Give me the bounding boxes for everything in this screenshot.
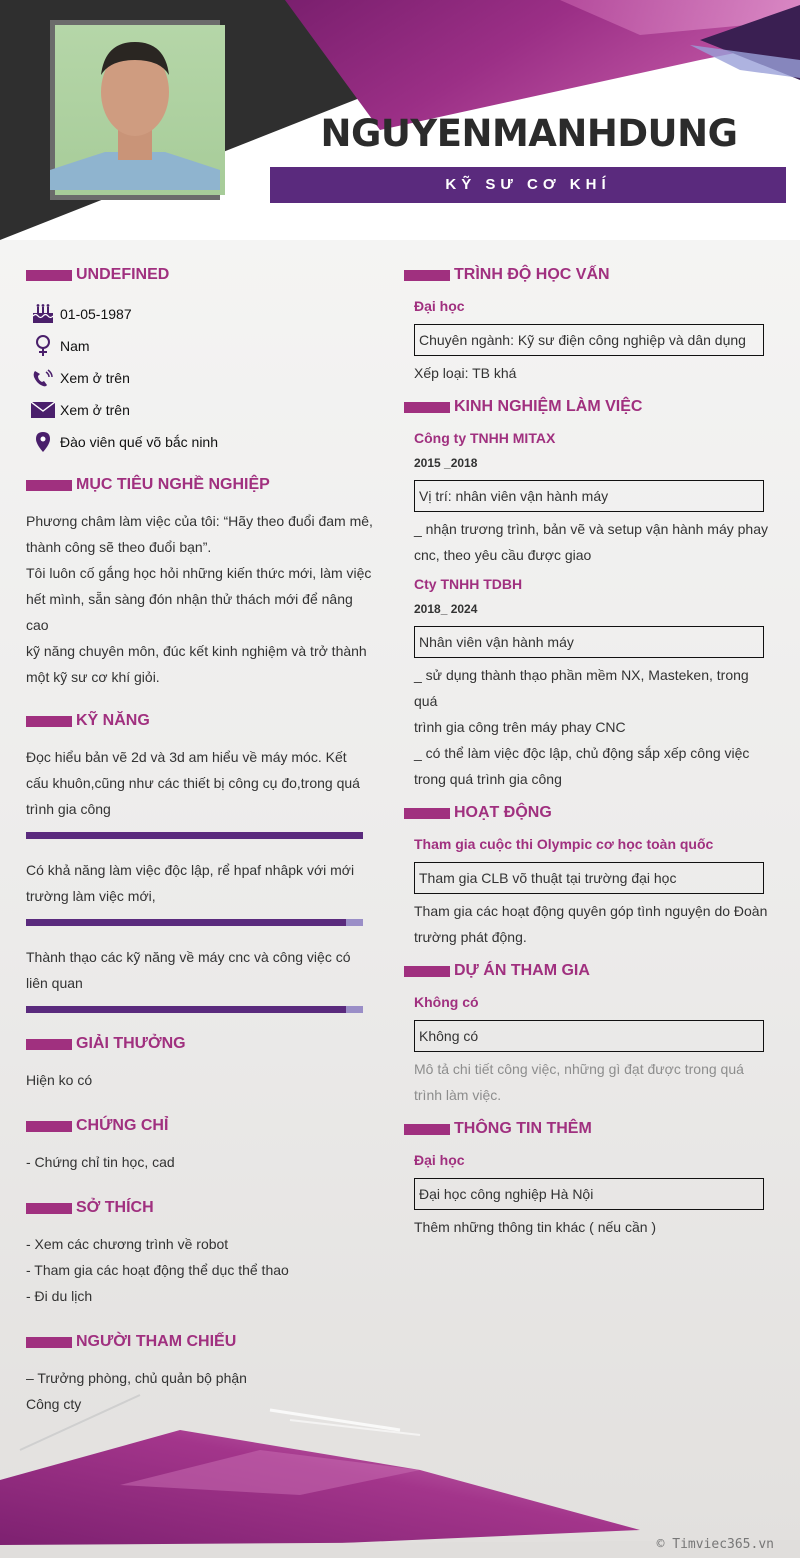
section-marker	[26, 1203, 72, 1214]
section-marker	[26, 270, 72, 281]
skill-line: liên quan	[26, 975, 83, 991]
phone-icon	[26, 368, 60, 388]
job-line: cnc, theo yêu cầu được giao	[414, 547, 592, 563]
section-marker	[404, 1124, 450, 1135]
skill-level-bar	[26, 832, 363, 839]
address-row	[26, 426, 376, 458]
address-value: Đào viên quế võ bắc ninh	[60, 434, 218, 450]
project-line: Mô tả chi tiết công việc, những gì đạt được trong quá	[414, 1061, 744, 1077]
job-period: 2015 _2018	[414, 456, 478, 470]
hobby-item: - Đi du lịch	[26, 1288, 93, 1304]
job-company: Cty TNHH TDBH	[414, 576, 523, 592]
section-projects-header	[404, 958, 774, 984]
right-column	[404, 262, 774, 1240]
gender-row	[26, 330, 376, 362]
skill-level-fill	[26, 832, 363, 839]
section-title: KINH NGHIỆM LÀM VIỆC	[454, 398, 643, 415]
objective-line: hết mình, sẵn sàng đón nhận thử thách mới để nâng cao	[26, 591, 353, 633]
birthday-value: 01-05-1987	[60, 306, 132, 322]
skill-line: Có khả năng làm việc độc lập, rể hpaf nhâpk với mới	[26, 862, 355, 878]
section-title: CHỨNG CHỈ	[76, 1117, 169, 1134]
objective-line: kỹ năng chuyên môn, đúc kết kinh nghiệm và trở thành	[26, 643, 367, 659]
section-skills-header	[26, 708, 376, 734]
skill-level-fill	[26, 919, 346, 926]
footer-decoration	[0, 1390, 800, 1558]
section-title: GIẢI THƯỞNG	[76, 1035, 186, 1052]
envelope-icon	[26, 402, 60, 418]
left-column	[26, 262, 376, 1417]
job-period: 2018_ 2024	[414, 602, 478, 616]
candidate-name: NGUYENMANHDUNG	[320, 112, 738, 155]
activity-line: Tham gia các hoạt động quyên góp tình nguyện do Đoàn	[414, 903, 768, 919]
job-line: _ sử dụng thành thạo phần mềm NX, Masteken, trong quá	[414, 667, 749, 709]
section-marker	[26, 716, 72, 727]
section-title: DỰ ÁN THAM GIA	[454, 962, 590, 979]
hobby-item: - Tham gia các hoạt động thể dục thể thao	[26, 1262, 289, 1278]
hobby-item: - Xem các chương trình về robot	[26, 1236, 229, 1252]
job-position: Nhân viên vận hành máy	[414, 626, 764, 658]
job-description	[414, 662, 774, 792]
gender-value: Nam	[60, 338, 90, 354]
skill-line: Đọc hiểu bản vẽ 2d và 3d am hiểu về máy móc. Kết	[26, 749, 347, 765]
job-line: _ có thể làm việc độc lập, chủ động sắp xếp công việc	[414, 745, 750, 761]
education-grade: Xếp loại: TB khá	[414, 365, 517, 381]
job-entry	[404, 576, 774, 792]
skill-line: cấu khuôn,cũng như các thiết bị công cụ đo,trong quá	[26, 775, 360, 791]
skill-item	[26, 744, 376, 839]
job-entry	[404, 430, 774, 568]
cv-footer	[0, 1390, 800, 1558]
section-marker	[404, 270, 450, 281]
section-title: HOẠT ĐỘNG	[454, 804, 552, 821]
extra-school: Đại học công nghiệp Hà Nội	[414, 1178, 764, 1210]
section-title: TRÌNH ĐỘ HỌC VẤN	[454, 266, 610, 283]
phone-row	[26, 362, 376, 394]
skill-item	[26, 857, 376, 926]
deco-line	[270, 1410, 400, 1430]
skill-line: Thành thạo các kỹ năng về máy cnc và công việc có	[26, 949, 351, 965]
section-objective-header	[26, 472, 376, 498]
activity-role: Tham gia CLB võ thuật tại trường đại học	[414, 862, 764, 894]
activity-description	[414, 898, 774, 950]
section-marker	[26, 1121, 72, 1132]
section-marker	[404, 808, 450, 819]
purple-wave	[0, 1430, 640, 1558]
section-certificates-header	[26, 1113, 376, 1139]
map-pin-icon	[26, 432, 60, 452]
project-description	[414, 1056, 774, 1108]
section-marker	[404, 966, 450, 977]
section-personal-header	[26, 262, 376, 288]
skill-line: trình gia công	[26, 801, 111, 817]
activity-name: Tham gia cuộc thi Olympic cơ học toàn quốc	[414, 836, 714, 852]
reference-line: – Trưởng phòng, chủ quản bộ phận	[26, 1370, 247, 1386]
section-title: THÔNG TIN THÊM	[454, 1120, 592, 1137]
skill-level-fill	[26, 1006, 346, 1013]
section-title: NGƯỜI THAM CHIẾU	[76, 1333, 237, 1350]
objective-line: một kỹ sư cơ khí giỏi.	[26, 669, 160, 685]
section-references-header	[26, 1329, 376, 1355]
project-role: Không có	[414, 1020, 764, 1052]
project-line: trình làm việc.	[414, 1087, 502, 1103]
objective-line: Tôi luôn cố gắng học hỏi những kiến thức mới, làm việc	[26, 565, 372, 581]
reference-line: Công cty	[26, 1396, 82, 1412]
skill-line: trường làm việc mới,	[26, 888, 156, 904]
education-school: Đại học	[414, 298, 465, 314]
section-education-header	[404, 262, 774, 288]
section-extra-header	[404, 1116, 774, 1142]
section-marker	[26, 1337, 72, 1348]
section-title: KỸ NĂNG	[76, 712, 150, 729]
skill-description	[26, 944, 376, 996]
section-marker	[26, 1039, 72, 1050]
section-marker	[404, 402, 450, 413]
section-title: SỞ THÍCH	[76, 1199, 154, 1216]
objective-line: Phương châm làm việc của tôi: “Hãy theo đuổi đam mê,	[26, 513, 373, 529]
section-activities-header	[404, 800, 774, 826]
job-description	[414, 516, 774, 568]
extra-name: Đại học	[414, 1152, 465, 1168]
skill-level-bar	[26, 1006, 363, 1013]
section-title: UNDEFINED	[76, 266, 170, 283]
job-title-banner	[270, 167, 786, 203]
job-line: _ nhận trương trình, bản vẽ và setup vận hành máy phay	[414, 521, 768, 537]
copyright-text: © Timviec365.vn	[656, 1537, 774, 1552]
skill-item	[26, 944, 376, 1013]
job-title: KỸ SƯ CƠ KHÍ	[445, 176, 611, 193]
email-value: Xem ở trên	[60, 402, 130, 418]
awards-text: Hiện ko có	[26, 1072, 93, 1088]
section-awards-header	[26, 1031, 376, 1057]
cv-header	[0, 0, 800, 240]
skill-level-bar	[26, 919, 363, 926]
female-icon	[26, 335, 60, 357]
skill-description	[26, 744, 376, 822]
skill-description	[26, 857, 376, 909]
deco-line	[20, 1395, 140, 1450]
birthday-row	[26, 298, 376, 330]
email-row	[26, 394, 376, 426]
job-company: Công ty TNHH MITAX	[414, 430, 556, 446]
job-position: Vị trí: nhân viên vận hành máy	[414, 480, 764, 512]
section-experience-header	[404, 394, 774, 420]
objective-text	[26, 508, 376, 690]
project-name: Không có	[414, 994, 479, 1010]
section-hobbies-header	[26, 1195, 376, 1221]
job-line: trong quá trình gia công	[414, 771, 562, 787]
avatar-frame	[50, 20, 220, 200]
section-marker	[26, 480, 72, 491]
extra-text: Thêm những thông tin khác ( nếu cần )	[414, 1219, 657, 1235]
activity-line: trường phát động.	[414, 929, 527, 945]
hobbies-list	[26, 1231, 376, 1309]
objective-line: thành công sẽ theo đuổi bạn”.	[26, 539, 212, 555]
birthday-cake-icon	[26, 304, 60, 324]
section-title: MỤC TIÊU NGHỀ NGHIỆP	[76, 476, 270, 493]
job-line: trình gia công trên máy phay CNC	[414, 719, 626, 735]
certificates-text: - Chứng chỉ tin học, cad	[26, 1154, 175, 1170]
phone-value: Xem ở trên	[60, 370, 130, 386]
avatar	[55, 25, 225, 195]
education-major: Chuyên ngành: Kỹ sư điện công nghiệp và dân dụng	[414, 324, 764, 356]
